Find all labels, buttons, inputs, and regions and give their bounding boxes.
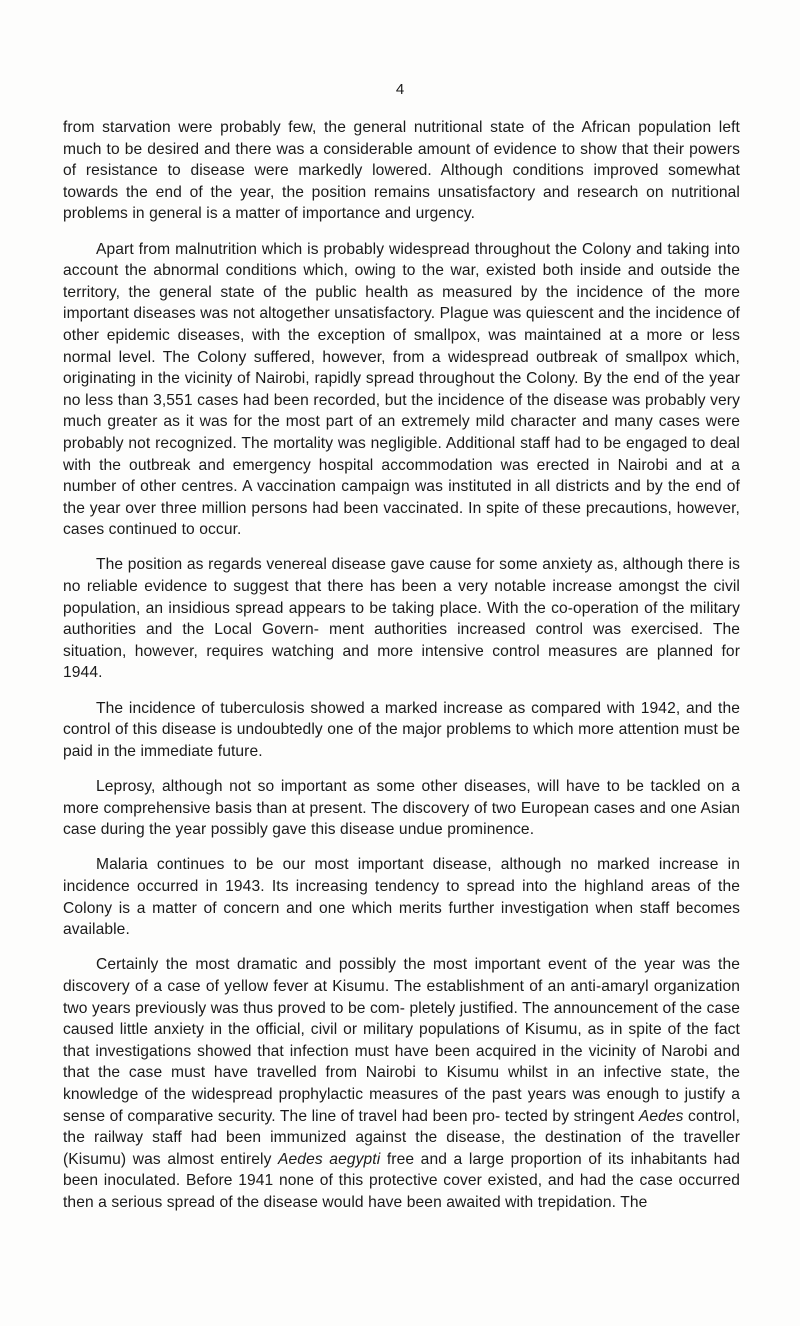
paragraph-leprosy: Leprosy, although not so important as some other diseases, will have to be tackled on a more comprehensive basis than at present. The discovery of two European cases and one Asian case during the year possibly gave this disease undue prominence. — [63, 778, 740, 839]
page-number: 4 — [395, 81, 405, 98]
paragraph-malaria: Malaria continues to be our most important disease, although no marked increase in incidence occurred in 1943. Its increasing tendency to spread into the highland areas of the Colony is a matter of concern and one which merits further investigation when staff becomes available. — [63, 856, 740, 939]
species-name: Aedes — [638, 1107, 684, 1125]
paragraph-nutrition: from starvation were probably few, the general nutritional state of the African population left much to be desired and there was a considerable amount of evidence to show that their powers of resistance to disease were markedly lowered. Although conditions improved somewhat towards the end of the year, the position remains unsatisfactory and research on nutritional problems in general is a matter of importance and urgency. — [63, 119, 740, 223]
paragraph-tuberculosis: The incidence of tuberculosis showed a marked increase as compared with 1942, and the control of this disease is undoubtedly one of the major problems to which more attention must be paid in the immediate future. — [63, 699, 740, 760]
paragraph-public-health: Apart from malnutrition which is probably widespread throughout the Colony and taking into account the abnormal conditions which, owing to the war, existed both inside and outside the territory, the general state of the public health as measured by the incidence of the more important diseases was not altogether unsatisfactory. Plague was quiescent and the incidence of other epidemic diseases, with the exception of smallpox, was maintained at a more or less normal level. The Colony suffered, however, from a widespread outbreak of smallpox which, originating in the vicinity of Nairobi, rapidly spread throughout the Colony. By the end of the year no less than 3,551 cases had been recorded, but the incidence of the disease was probably very much greater as it was for the most part of an extremely mild character and many cases were probably not recognized. The mortality was negligible. Additional staff had to be engaged to deal with the outbreak and emergency hospital accommodation was erected in Nairobi and at a number of other centres. A vaccination campaign was instituted in all districts and by the end of the year over three million persons had been vaccinated. In spite of these precautions, however, cases continued to occur. — [63, 240, 740, 539]
paragraph-venereal-disease: The position as regards venereal disease gave cause for some anxiety as, although there is no reliable evidence to suggest that there has been a very notable increase amongst the civil population, an insidious spread appears to be taking place. With the co-operation of the military authorities and the Local Govern- ment authorities increased control was exercised. The situation, however, requires watching and more intensive control measures are planned for 1944. — [63, 556, 740, 682]
species-name: Aedes aegypti — [278, 1150, 381, 1168]
paragraph-yellow-fever: Certainly the most dramatic and possibly the most important event of the year was the discovery of a case of yellow fever at Kisumu. The establishment of an anti-amaryl organization two years previously was thus proved to be com- pletely justified. The announcement of the case caused little anxiety in the official, civil or military populations of Kisumu, as in spite of the fact that investigations showed that infection must have been acquired in the vicinity of Narobi and that the case must have travelled from Nairobi to Kisumu whilst in an infective state, the knowledge of the widespread prophylactic measures of the past years was enough to justify a sense of comparative security. The line of travel had been pro- tected by stringent Aedes control, the railway staff had been immunized against the disease, the destination of the traveller (Kisumu) was almost entirely Aedes aegypti free and a large proportion of its inhabitants had been inoculated. Before 1941 none of this protective cover existed, and had the case occurred then a serious spread of the disease would have been awaited with trepidation. The — [63, 956, 740, 1211]
body-text — [63, 117, 740, 1213]
